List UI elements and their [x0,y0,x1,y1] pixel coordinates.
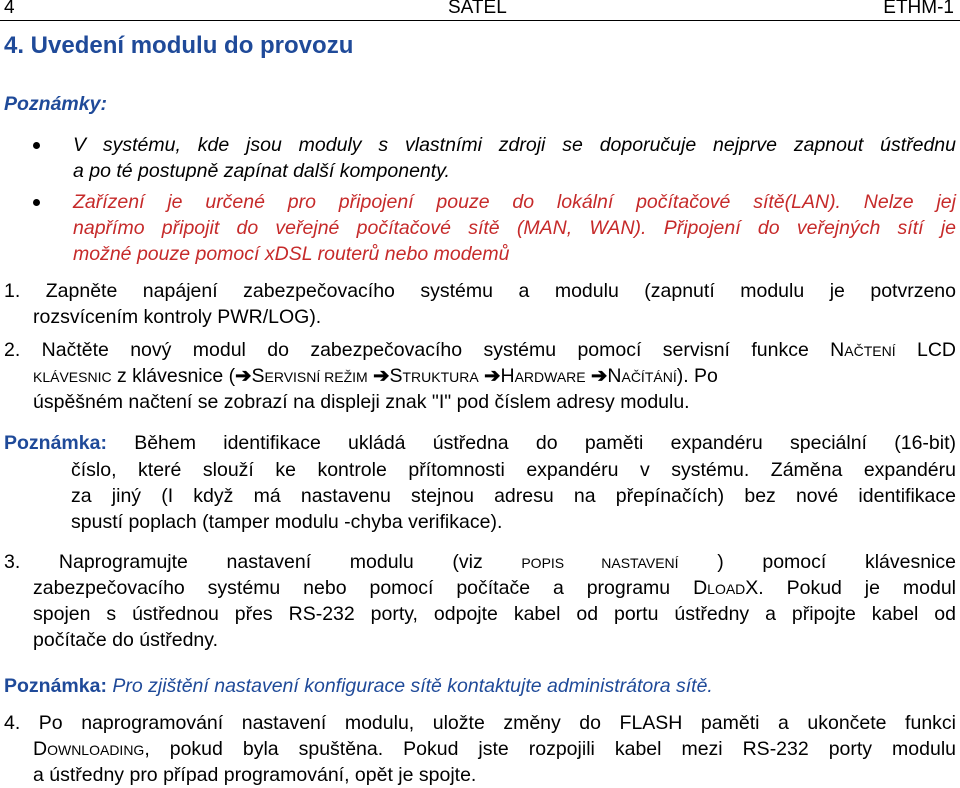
step-1-line-1: 1. Zapněte napájení zabezpečovacího systému a modulu (zapnutí modulu je potvrzeno [4,280,956,302]
note-b: Poznámka: Pro zjištění nastavení konfigurace sítě kontaktujte administrátora sítě. [4,675,713,697]
step-2-line-3: úspěšném načtení se zobrazí na displeji znak "I" pod číslem adresy modulu. [33,391,690,413]
note-1-line-2: a po té postupně zapínat další komponenty. [73,160,450,182]
note-1-line-1: V systému, kde jsou moduly s vlastními zdroji se doporučuje nejprve zapnout ústřednu [73,134,956,156]
note-label: Poznámka: [4,432,107,454]
step-2-line-1: 2. Načtěte nový modul do zabezpečovacího systému pomocí servisní funkce NAČTENÍ LCD [4,339,956,361]
step-4-line-3: a ústředny pro případ programování, opět je spojte. [33,764,477,786]
arrow-right-icon: ➔ [484,365,501,387]
notes-title: Poznámky: [4,93,107,115]
header-product: ETHM-1 [883,0,954,18]
step-3-line-2: zabezpečovacího systému nebo pomocí počítače a programu DLOADX. Pokud je modul [33,577,957,599]
note-a-line-1: Poznámka: Během identifikace ukládá ústředna do paměti expandéru speciální (16-bit) [4,432,956,454]
step-2-line-2: KLÁVESNIC z klávesnice (➔SERVISNÍ REŽIM ➔STRUKTURA ➔HARDWARE ➔NAČÍTÁNÍ). Po [33,365,718,387]
note-label: Poznámka: [4,675,107,697]
arrow-right-icon: ➔ [373,365,390,387]
note-2-line-2: napřímo připojit do veřejné počítačové sítě (MAN, WAN). Připojení do veřejných sítí je [73,217,956,239]
page-header [0,0,960,21]
page-number: 4 [4,0,15,18]
step-3-line-4: počítače do ústředny. [33,629,219,651]
note-a-line-3: za jiný (I když má nastavenu stejnou adresu na přepínačích) bez nové identifikace [71,485,956,507]
note-2-line-3: možné pouze pomocí xDSL routerů nebo modemů [73,243,510,265]
section-title: 4. Uvedení modulu do provozu [4,32,354,59]
arrow-right-icon: ➔ [591,365,608,387]
arrow-right-icon: ➔ [235,365,252,387]
note-a-line-4: spustí poplach (tamper modulu -chyba verifikace). [71,511,503,533]
step-3-line-1: 3. Naprogramujte nastavení modulu (viz POPIS NASTAVENÍ ) pomocí klávesnice [4,551,956,573]
header-brand: SATEL [448,0,507,18]
step-3-line-3: spojen s ústřednou přes RS-232 porty, odpojte kabel od portu ústředny a připojte kabel od [33,603,956,625]
step-4-line-1: 4. Po naprogramování nastavení modulu, uložte změny do FLASH paměti a ukončete funkci [4,712,956,734]
note-2-line-1: Zařízení je určené pro připojení pouze do lokální počítačové sítě(LAN). Nelze jej [73,191,956,213]
bullet-icon [33,142,40,149]
note-a-line-2: číslo, které slouží ke kontrole přítomnosti expandéru v systému. Záměna expandéru [71,459,956,481]
step-1-line-2: rozsvícením kontroly PWR/LOG). [33,306,322,328]
bullet-icon [33,199,40,206]
step-4-line-2: DOWNLOADING, pokud byla spuštěna. Pokud jste rozpojili kabel mezi RS-232 porty modulu [33,738,956,760]
